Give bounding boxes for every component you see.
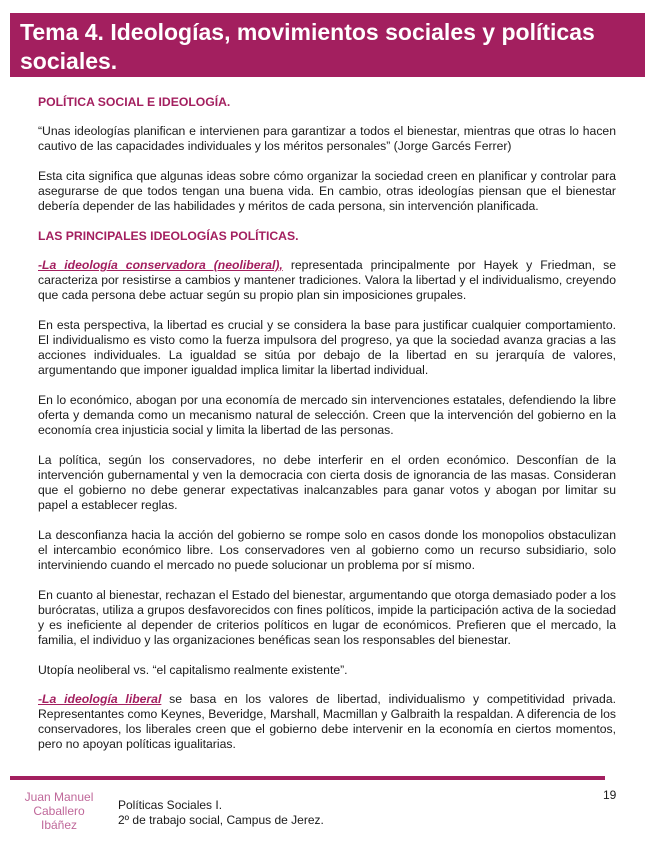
- distrust-paragraph: La desconfianza hacia la acción del gobierno se rompe solo en casos donde los monopolios obstaculizan el intercambio económico libre. Los conservadores ven al gobierno como un recurso subsidiario, solo interviniendo cuando el mercado no puede solucionar un problema por sí mismo.: [38, 528, 616, 572]
- quote-explanation-paragraph: Esta cita significa que algunas ideas sobre cómo organizar la sociedad creen en planificar y controlar para asegurarse de que todos tengan una buena vida. En cambio, otras ideologías piensan que el bienestar debería depender de las habilidades y méritos de cada persona, sin intervención planificada.: [38, 169, 616, 213]
- conservative-ideology-link[interactable]: -La ideología conservadora (neoliberal),: [38, 258, 283, 272]
- quote-paragraph: “Unas ideologías planifican e intervienen para garantizar a todos el bienestar, mientras que otras lo hacen cautivo de las capacidades individuales y los méritos personales” (Jorge Garcés Ferrer): [38, 124, 616, 153]
- footer-author: [14, 790, 104, 832]
- author-line-3: Ibáñez: [40, 818, 78, 832]
- footer-course: [118, 798, 324, 828]
- footer-divider: [10, 776, 605, 780]
- document-body: [38, 95, 616, 767]
- course-name: Políticas Sociales I.: [118, 798, 223, 812]
- utopia-paragraph: Utopía neoliberal vs. “el capitalismo realmente existente”.: [38, 663, 348, 677]
- course-campus: 2º de trabajo social, Campus de Jerez.: [118, 813, 324, 827]
- welfare-paragraph: En cuanto al bienestar, rechazan el Estado del bienestar, argumentando que otorga demasiado poder a los burócratas, utiliza a grupos desfavorecidos con fines políticos, impide la participación activa de la sociedad y es ineficiente al depender de criterios políticos en lugar de económicos. Prefieren que el mercado, la familia, el individuo y las organizaciones benéficas sean los responsables del bienestar.: [38, 588, 616, 647]
- liberal-ideology-paragraph: [38, 692, 616, 752]
- title-banner: [10, 13, 645, 77]
- conservative-ideology-paragraph: [38, 258, 616, 303]
- perspective-paragraph: En esta perspectiva, la libertad es crucial y se considera la base para justificar cualquier comportamiento. El individualismo es visto como la fuerza impulsora del progreso, ya que la sociedad avanza gracias a las acciones individuales. La igualdad se sitúa por debajo de la libertad en su jerarquía de valores, argumentando que imponer igualdad implica limitar la libertad individual.: [38, 318, 616, 377]
- author-line-2: Caballero: [33, 804, 85, 818]
- conservative-ideology-text: representada principalmente por Hayek y Friedman, se caracteriza por resistirse a cambios y mantener tradiciones. Valora la libertad y el individualismo, creyendo que cada persona debe actuar según su propio plan sin imposiciones grupales.: [38, 258, 616, 302]
- liberal-ideology-link[interactable]: -La ideología liberal: [38, 692, 162, 706]
- page-title: Tema 4. Ideologías, movimientos sociales y políticas sociales.: [20, 19, 595, 74]
- section-heading-politica-social: POLÍTICA SOCIAL E IDEOLOGÍA.: [38, 95, 231, 109]
- page-number: 19: [603, 788, 617, 802]
- politics-paragraph: La política, según los conservadores, no debe interferir en el orden económico. Desconfían de la intervención gubernamental y ven la democracia con cierta dosis de ignorancia de las masas. Consideran que el gobierno no debe generar expectativas inalcanzables para ganar votos y abogan por limitar su papel a establecer reglas.: [38, 453, 616, 512]
- economic-paragraph: En lo económico, abogan por una economía de mercado sin intervenciones estatales, defendiendo la libre oferta y demanda como un mecanismo natural de selección. Creen que la intervención del gobierno en la economía crea injusticia social y limita la libertad de las personas.: [38, 393, 616, 437]
- liberal-ideology-text: se basa en los valores de libertad, individualismo y competitividad privada. Representantes como Keynes, Beveridge, Marshall, Macmillan y Galbraith la respaldan. A diferencia de los conservadores, los liberales creen que el gobierno debe intervenir en la economía en ciertos momentos, pero no apoyan políticas igualitarias.: [38, 692, 616, 751]
- author-line-1: Juan Manuel: [24, 790, 94, 804]
- section-heading-principales-ideologias: LAS PRINCIPALES IDEOLOGÍAS POLÍTICAS.: [38, 229, 299, 243]
